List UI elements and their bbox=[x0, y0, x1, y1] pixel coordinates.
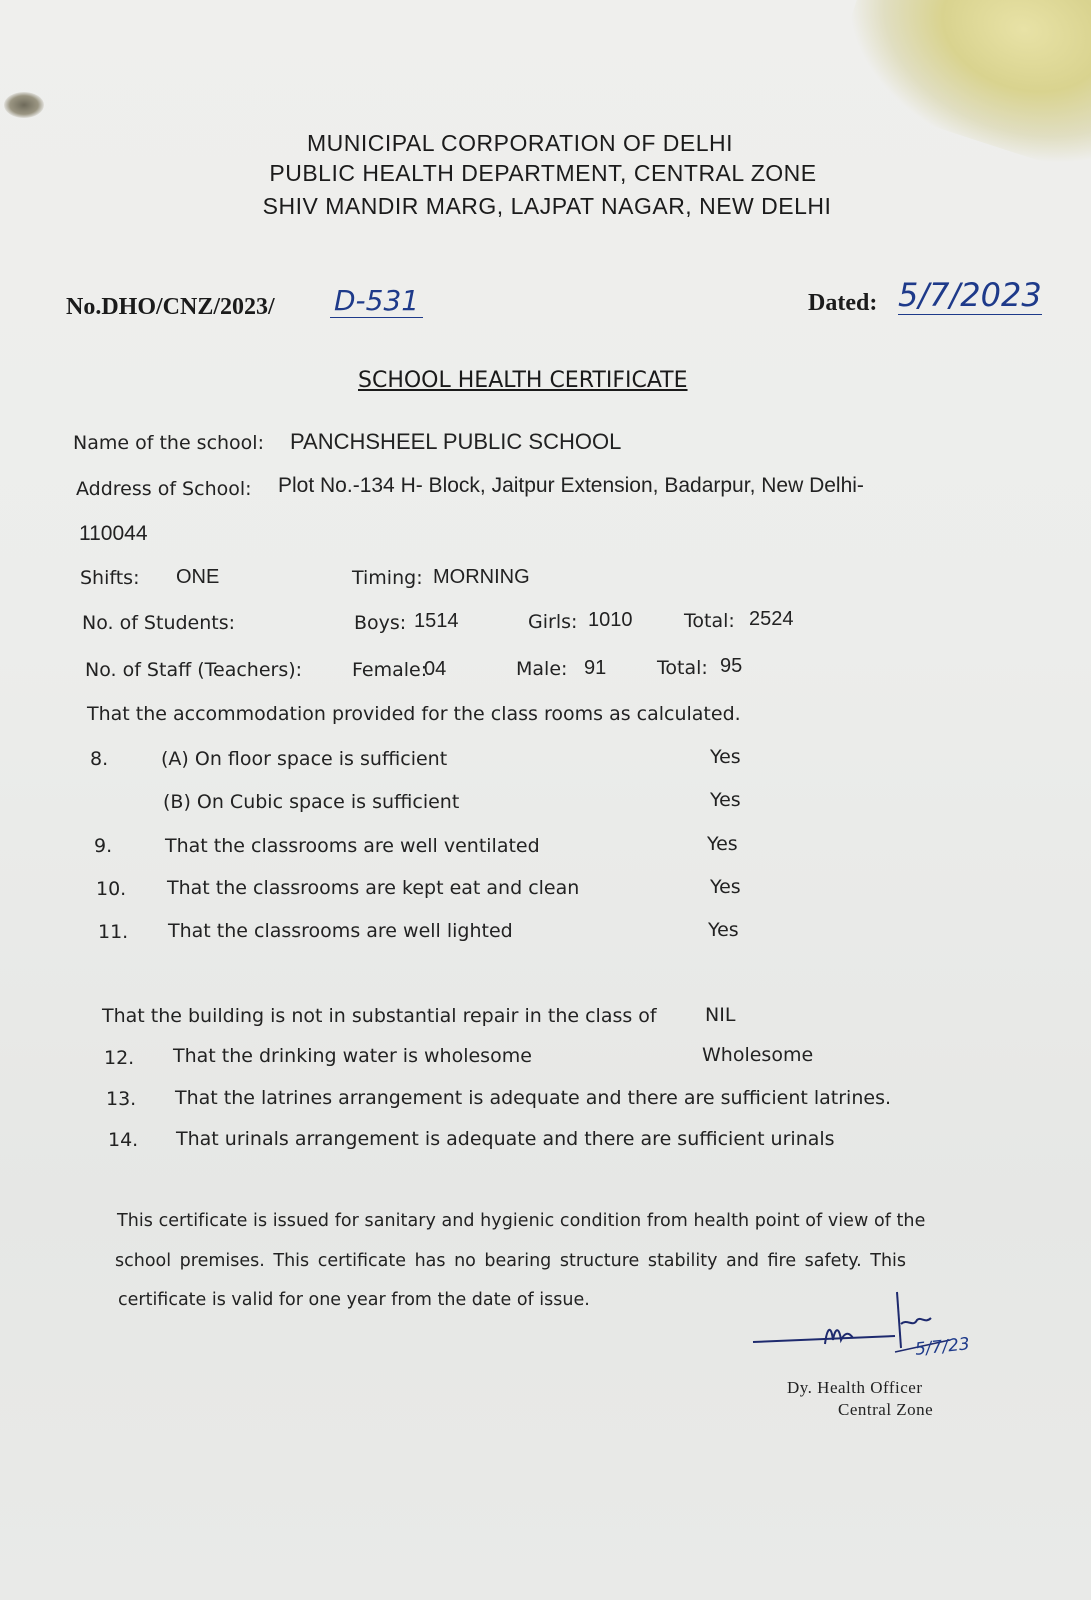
reference-prefix: No.DHO/CNZ/2023/ bbox=[66, 294, 275, 320]
timing-label: Timing: bbox=[352, 567, 423, 589]
male-count: 91 bbox=[584, 657, 607, 679]
timing-value: MORNING bbox=[433, 566, 530, 588]
address-line-1: Plot No.-134 H- Block, Jaitpur Extension, Badarpur, New Delhi- bbox=[278, 474, 864, 497]
staple-mark bbox=[4, 92, 44, 118]
item-number: 11. bbox=[98, 921, 129, 943]
dated-label: Dated: bbox=[808, 290, 878, 316]
item-text: That the drinking water is wholesome bbox=[173, 1045, 532, 1067]
repair-text: That the building is not in substantial repair in the class of bbox=[102, 1005, 657, 1027]
female-count: 04 bbox=[424, 658, 447, 680]
school-name: PANCHSHEEL PUBLIC SCHOOL bbox=[290, 429, 622, 454]
item-text: That urinals arrangement is adequate and there are sufficient urinals bbox=[176, 1128, 835, 1150]
girls-label: Girls: bbox=[528, 611, 578, 633]
female-label: Female: bbox=[352, 659, 428, 681]
item-text: That the classrooms are well ventilated bbox=[165, 835, 540, 857]
staff-total: 95 bbox=[720, 655, 743, 677]
staff-total-label: Total: bbox=[657, 657, 708, 679]
address-label: Address of School: bbox=[76, 478, 252, 500]
male-label: Male: bbox=[516, 658, 568, 680]
header-line-3: SHIV MANDIR MARG, LAJPAT NAGAR, NEW DELHI bbox=[262, 193, 832, 219]
shifts-label: Shifts: bbox=[80, 567, 140, 589]
item-number: 10. bbox=[96, 878, 127, 900]
item-number: 9. bbox=[94, 835, 113, 857]
note-line-1: This certificate is issued for sanitary and hygienic condition from health point of view of the bbox=[117, 1211, 926, 1231]
item-answer: Wholesome bbox=[702, 1044, 814, 1066]
certificate-title: SCHOOL HEALTH CERTIFICATE bbox=[358, 368, 688, 393]
item-text: That the classrooms are kept eat and clean bbox=[167, 877, 580, 899]
item-answer: Yes bbox=[710, 876, 741, 898]
repair-answer: NIL bbox=[705, 1004, 736, 1026]
boys-label: Boys: bbox=[354, 612, 407, 634]
boys-count: 1514 bbox=[414, 610, 459, 632]
item-text: That the latrines arrangement is adequate and there are sufficient latrines. bbox=[175, 1087, 892, 1109]
girls-count: 1010 bbox=[588, 609, 633, 631]
item-answer: Yes bbox=[710, 746, 741, 768]
header-line-2: PUBLIC HEALTH DEPARTMENT, CENTRAL ZONE bbox=[269, 160, 817, 186]
item-number: 8. bbox=[90, 748, 109, 770]
item-number: 12. bbox=[104, 1047, 135, 1069]
signatory-zone: Central Zone bbox=[838, 1400, 934, 1419]
item-answer: Yes bbox=[708, 919, 739, 941]
date-handwritten: 5/7/2023 bbox=[898, 276, 1042, 314]
item-text: (A) On floor space is sufficient bbox=[161, 748, 448, 770]
item-answer: Yes bbox=[710, 789, 741, 811]
header-line-1: MUNICIPAL CORPORATION OF DELHI bbox=[306, 130, 734, 156]
signature-date-handwritten: 5/7/23 bbox=[914, 1334, 971, 1360]
accommodation-intro: That the accommodation provided for the class rooms as calculated. bbox=[87, 703, 741, 725]
students-total-label: Total: bbox=[684, 610, 735, 632]
signatory-designation: Dy. Health Officer bbox=[787, 1378, 923, 1397]
reference-number-handwritten: D-531 bbox=[330, 284, 423, 318]
address-line-2: 110044 bbox=[79, 522, 148, 545]
shifts-value: ONE bbox=[176, 566, 220, 588]
note-line-2: school premises. This certificate has no bearing structure stability and fire safety. This bbox=[115, 1251, 907, 1271]
school-name-label: Name of the school: bbox=[73, 432, 264, 454]
item-number: 14. bbox=[108, 1129, 139, 1151]
students-label: No. of Students: bbox=[82, 612, 236, 634]
item-answer: Yes bbox=[707, 833, 738, 855]
staff-label: No. of Staff (Teachers): bbox=[85, 659, 303, 681]
note-line-3: certificate is valid for one year from the date of issue. bbox=[118, 1290, 590, 1310]
item-number: 13. bbox=[106, 1088, 137, 1110]
item-text: That the classrooms are well lighted bbox=[168, 920, 513, 942]
item-text: (B) On Cubic space is sufficient bbox=[163, 791, 460, 813]
students-total: 2524 bbox=[749, 608, 794, 630]
